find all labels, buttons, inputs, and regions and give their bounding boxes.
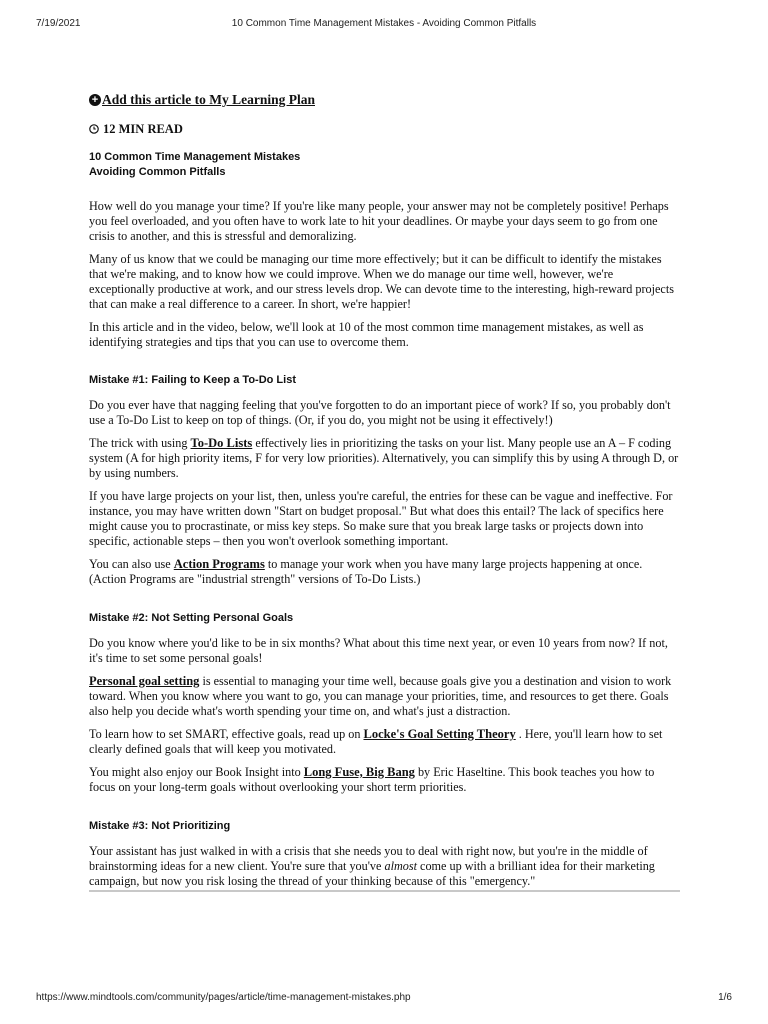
add-to-learning-plan-label: Add this article to My Learning Plan	[102, 92, 315, 107]
to-do-lists-link[interactable]: To-Do Lists	[190, 436, 253, 450]
mistake-2-paragraph-1: Do you know where you'd like to be in six months? What about this time next year, or even 10 years from now? If not, it's time to set some personal goals!	[89, 636, 668, 665]
intro-paragraph-3: In this article and in the video, below, we'll look at 10 of the most common time management mistakes, as well as identifying strategies and tips that you can use to overcome them.	[89, 320, 644, 349]
horizontal-scrollbar[interactable]	[89, 890, 680, 892]
print-date: 7/19/2021	[36, 18, 81, 29]
personal-goal-setting-link[interactable]: Personal goal setting	[89, 674, 200, 688]
clock-icon	[89, 124, 99, 134]
text-run: come up with a brilliant idea for their marketing campaign, but now you risk losing the thread of your thinking because of this "emergency."	[89, 859, 655, 888]
article-title-line-2: Avoiding Common Pitfalls	[89, 166, 226, 178]
text-run: effectively lies in prioritizing the tasks on your list. Many people use an A – F coding system (A for high priority items, F for very low priorities). Alternatively, you can simplify this by using A through D, or by using numbers.	[89, 436, 679, 480]
mistake-2-paragraph-4	[89, 765, 679, 795]
text-run: To learn how to set SMART, effective goals, read up on	[89, 727, 364, 741]
mistake-1-paragraph-4	[89, 557, 679, 587]
mistake-2-heading: Mistake #2: Not Setting Personal Goals	[89, 612, 294, 624]
text-run: is essential to managing your time well, because goals give you a destination and vision to work toward. When you know where you want to go, you can manage your priorities, time, and resources to get there. Goals also help you decide what's worth spending your time on, and what's just a distraction.	[89, 674, 672, 718]
page-header	[36, 18, 732, 32]
long-fuse-big-bang-link[interactable]: Long Fuse, Big Bang	[303, 765, 415, 779]
mistake-1-heading: Mistake #1: Failing to Keep a To-Do List	[89, 374, 296, 386]
text-run: You can also use	[89, 557, 174, 571]
plus-circle-icon: +	[89, 94, 101, 106]
action-programs-link[interactable]: Action Programs	[173, 557, 265, 571]
add-to-learning-plan-link[interactable]	[89, 90, 679, 110]
read-time	[89, 120, 679, 138]
text-run: Your assistant has just walked in with a crisis that she needs you to deal with right now, but you're in the middle of brainstorming ideas for a new client. You're sure that you've	[89, 844, 648, 873]
text-run: by Eric Haseltine. This book teaches you how to focus on your long-term goals without overlooking your short term priorities.	[89, 765, 655, 794]
page-number: 1/6	[718, 992, 732, 1003]
article-title-line-1: 10 Common Time Management Mistakes	[89, 151, 301, 163]
read-time-label: 12 MIN READ	[103, 121, 183, 136]
article-title	[89, 150, 679, 180]
print-title: 10 Common Time Management Mistakes - Avoiding Common Pitfalls	[231, 18, 537, 29]
mistake-3-heading: Mistake #3: Not Prioritizing	[89, 820, 231, 832]
text-run: You might also enjoy our Book Insight into	[89, 765, 304, 779]
lockes-goal-setting-theory-link[interactable]: Locke's Goal Setting Theory	[363, 727, 516, 741]
mistake-2-paragraph-2	[89, 674, 679, 719]
text-run: to manage your work when you have many large projects happening at once. (Action Programs are "industrial strength" versions of To-Do Lists.)	[89, 557, 643, 586]
intro-paragraph-1: How well do you manage your time? If you're like many people, your answer may not be completely positive! Perhaps you feel overloaded, and you often have to work late to hit your deadlines. Or maybe your days seem to go from one crisis to another, and this is stressful and demoralizing.	[89, 199, 669, 243]
mistake-1-paragraph-1: Do you ever have that nagging feeling that you've forgotten to do an important piece of work? If so, you probably don't use a To-Do List to keep on top of things. (Or, if you do, you might not be using it effectively!)	[89, 398, 671, 427]
article-content	[89, 90, 679, 889]
intro-paragraph-2: Many of us know that we could be managing our time more effectively; but it can be difficult to identify the mistakes that we're making, and to know how we could improve. When we do manage our time well, however, we're exceptionally productive at work, and our stress levels drop. We can devote time to the interesting, high-reward projects that can make a real difference to a career. In short, we're happier!	[89, 252, 674, 311]
mistake-2-paragraph-3	[89, 727, 679, 757]
print-url: https://www.mindtools.com/community/pages/article/time-management-mistakes.php	[36, 992, 411, 1003]
mistake-1-paragraph-2	[89, 436, 679, 481]
page-footer	[36, 992, 732, 1006]
mistake-1-paragraph-3: If you have large projects on your list, then, unless you're careful, the entries for these can be vague and ineffective. For instance, you may have written down "Start on budget proposal." But what does this entail? The lack of specifics here might cause you to procrastinate, or miss key steps. So make sure that you break large tasks or projects down into specific, actionable steps – then you won't overlook something important.	[89, 489, 673, 548]
emphasis: almost	[384, 859, 417, 873]
mistake-3-paragraph-1	[89, 844, 679, 889]
text-run: The trick with using	[89, 436, 191, 450]
text-run: . Here, you'll learn how to set clearly defined goals that will keep you motivated.	[89, 727, 663, 756]
